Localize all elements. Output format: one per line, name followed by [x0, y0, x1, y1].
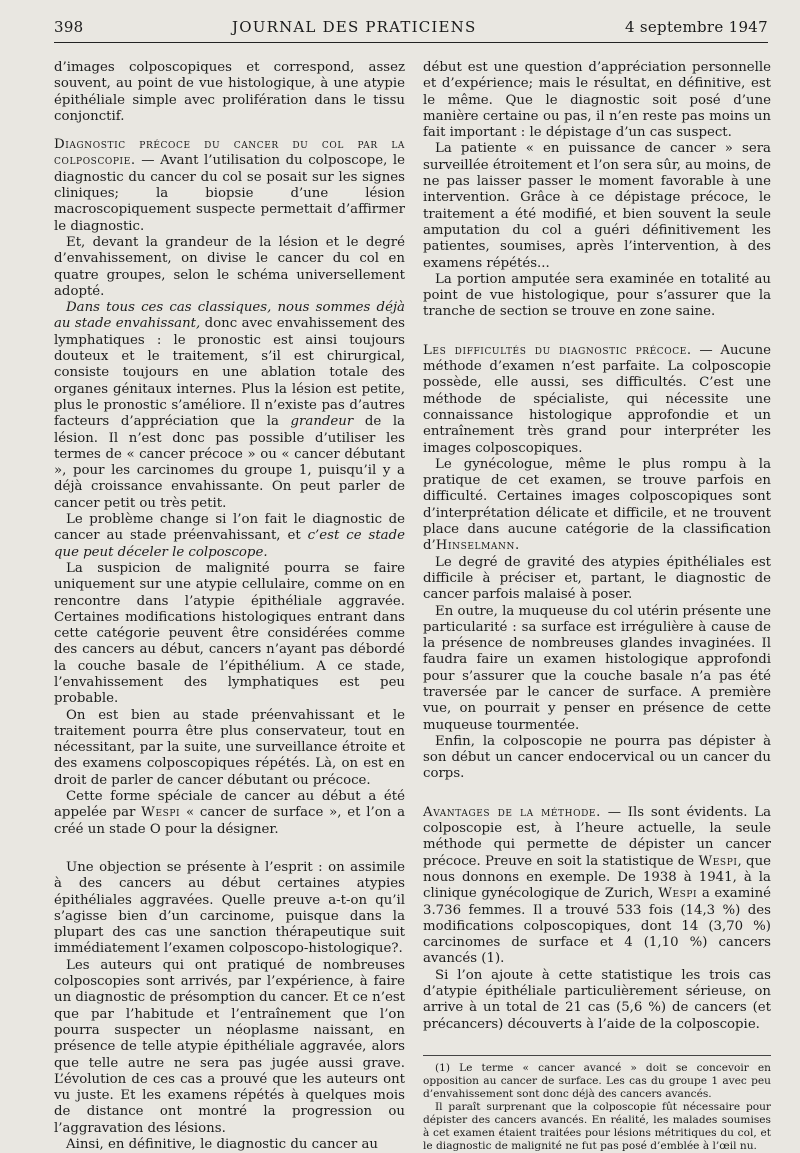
paragraph: La portion amputée sera examinée en totalité au point de vue histologique, pour s’assurer que la tranche de section se trouve en zone saine.	[423, 271, 771, 320]
issue-date: 4 septembre 1947	[624, 18, 768, 36]
paragraph: Les auteurs qui ont pratiqué de nombreuses colposcopies sont arrivés, par l’expérience, à faire un diagnostic de présomption du cancer. Et ce n’est que par l’habitude et l’entraînement que l’on pourra suspecter un néoplasme naissant, en présence de telle atypie épithéliale aggravée, alors que telle autre ne sera pas jugée aussi grave. L’évolution de ces cas a prouvé que les auteurs ont vu juste. Et les examens répétés à quelques mois de distance ont montré la progression ou l’aggravation des lésions.	[54, 957, 405, 1136]
paragraph: La suspicion de malignité pourra se faire uniquement sur une atypie cellulaire, comme on en rencontre dans l’atypie épithéliale aggravée. Certaines modifications histologiques entrant dans cette catégorie peuvent être considérées comme des cancers au début, cancers n’ayant pas débordé la couche basale de l’épithélium. A ce stade, l’envahissement des lymphatiques est peu probable.	[54, 560, 405, 707]
footnote: Il paraît surprenant que la colposcopie fût nécessaire pour dépister des cancers avancés. En réalité, les malades soumises à cet examen étaient traitées pour lésions métritiques du col, et le diagnostic de malignité ne fut pas posé d’emblée à l’œil nu.	[423, 1100, 771, 1152]
italic-text: grandeur	[290, 414, 354, 430]
author-name: Wespi	[141, 805, 181, 821]
paragraph: début est une question d’appréciation personnelle et d’expérience; mais le résultat, en définitive, est le même. Que le diagnostic soit posé d’une manière certaine ou pas, il n’en reste pas moins un fait important : le dépistage d’un cas suspect.	[423, 60, 771, 141]
paragraph	[54, 789, 405, 838]
paragraph: On est bien au stade préenvahissant et le traitement pourra être plus conservateur, tout en nécessitant, par la suite, une surveillance étroite et des examens colposcopiques répétés. Là, on est en droit de parler de cancer débutant ou précoce.	[54, 707, 405, 788]
paragraph	[54, 512, 405, 561]
section-text: , que nous donnons en exemple. De 1938 à 1941, à la clinique gynécologique de Zurich,	[423, 853, 771, 902]
header-rule	[54, 42, 768, 43]
paragraph	[54, 300, 405, 512]
paragraph: Une objection se présente à l’esprit : on assimile à des cancers au début certaines atypies épithéliales aggravées. Quelle preuve a-t-on qu’il s’agisse bien d’un carcinome, puisque dans la plupart des cas une sanction thérapeutique suit immédiatement l’examen colposcopo-histologique?.	[54, 859, 405, 957]
footnote: (1) Le terme « cancer avancé » doit se concevoir en opposition au cancer de surface. Les cas du groupe 1 avec peu d’envahissement sont donc déjà des cancers avancés.	[423, 1061, 771, 1100]
section-heading: Avantages de la méthode.	[423, 804, 601, 820]
italic-text: c’est ce stade que peut déceler le colposcope.	[54, 528, 405, 560]
author-name: Wespi	[698, 853, 738, 869]
paragraph: Et, devant la grandeur de la lésion et le degré d’envahissement, on divise le cancer du col en quatre groupes, selon le schéma universellement adopté.	[54, 234, 405, 299]
page-number: 398	[54, 18, 84, 36]
paragraph: Enfin, la colposcopie ne pourra pas dépister à son début un cancer endocervical ou un cancer du corps.	[423, 733, 771, 782]
section-text: — Avant l’utilisation du colposcope, le diagnostic du cancer du col se posait sur les signes cliniques; la biopsie d’une lésion macroscopiquement suspecte permettait d’affirmer le diagnostic.	[54, 153, 405, 234]
paragraph: Si l’on ajoute à cette statistique les trois cas d’atypie épithéliale particulièrement sérieuse, on arrive à un total de 21 cas (5,6 %) de cancers (et précancers) découverts à l’aide de la colposcopie.	[423, 967, 771, 1032]
paragraph-text: Le gynécologue, même le plus rompu à la pratique de cet examen, se trouve parfois en difficulté. Certaines images colposcopiques sont d’interprétation délicate et difficile, et ne trouvent place dans aucune catégorie de la classification d’	[423, 456, 771, 554]
section-heading: Les difficultés du diagnostic précoce.	[423, 342, 692, 358]
right-column	[423, 60, 771, 1153]
paragraph: Le degré de gravité des atypies épithéliales est difficile à préciser et, partant, le diagnostic de cancer parfois malaisé à poser.	[423, 554, 771, 603]
section-text: a examiné 3.736 femmes. Il a trouvé 533 fois (14,3 %) des modifications colposcopiques, dont 14 (3,70 %) carcinomes de surface et 4 (1,10 %) cancers avancés (1).	[423, 886, 771, 967]
paragraph	[423, 457, 771, 555]
paragraph: d’images colposcopiques et correspond, assez souvent, au point de vue histologique, à une atypie épithéliale simple avec prolifération dans le tissu conjonctif.	[54, 60, 405, 124]
paragraph-text: « cancer de surface », et l’on a créé un stade O pour la désigner.	[54, 805, 405, 837]
section-difficultes	[423, 343, 771, 457]
author-name: Wespi	[658, 886, 698, 902]
paragraph: En outre, la muqueuse du col utérin présente une particularité : sa surface est irrégulière à cause de la présence de nombreuses glandes invaginées. Il faudra faire un examen histologique approfondi pour s’assurer que la couche basale n’a pas été traversée par le cancer de surface. A première vue, on pourrait y penser en présence de cette muqueuse tourmentée.	[423, 603, 771, 733]
journal-title: JOURNAL DES PRATICIENS	[232, 18, 477, 36]
paragraph: Ainsi, en définitive, le diagnostic du cancer au	[66, 1137, 378, 1152]
paragraph-text: .	[514, 538, 520, 554]
section-diagnostic-precoce	[54, 137, 405, 235]
running-header	[54, 18, 768, 40]
author-name: Hinselmann	[435, 538, 515, 554]
italic-text: Dans tous ces cas classiques, nous sommes déjà au stade envahissant,	[54, 300, 405, 332]
section-heading: Diagnostic précoce du cancer du col par la colposcopie.	[54, 137, 405, 169]
section-text: — Aucune méthode d’examen n’est parfaite. La colposcopie possède, elle aussi, ses difficultés. C’est une méthode de spécialiste, qui nécessite une connaissance histologique approfondie et un entraînement très grand pour interpréter les images colposcopiques.	[423, 342, 771, 456]
section-text: — Ils sont évidents. La colposcopie est, à l’heure actuelle, la seule méthode qui permette de dépister un cancer précoce. Preuve en soit la statistique de	[423, 804, 772, 869]
paragraph-text: donc avec envahissement des lymphatiques : le pronostic est ainsi toujours douteux et le traitement, s’il est chirurgical, consiste toujours en une ablation totale des organes génitaux internes. Plus la lésion est petite, plus le pronostic s’améliore. Il n’existe pas d’autres facteurs d’appréciation que la	[54, 316, 405, 430]
footnotes	[423, 1055, 771, 1153]
paragraph-text: Cette forme spéciale de cancer au début a été appelée par	[54, 789, 405, 821]
paragraph-text: de la lésion. Il n’est donc pas possible d’utiliser les termes de « cancer précoce » ou « cancer débutant », pour les carcinomes du groupe 1, puisqu’il y a déjà croissance envahissante. On peut parler de cancer petit ou très petit.	[54, 414, 406, 511]
paragraph-text: Le problème change si l’on fait le diagnostic de cancer au stade préenvahissant, et	[54, 512, 405, 544]
paragraph: La patiente « en puissance de cancer » sera surveillée étroitement et l’on sera sûr, au moins, de ne pas laisser passer le moment favorable à une intervention. Grâce à ce dépistage précoce, le traitement a été modifié, et bien souvent la seule amputation du col a guéri définitivement les patientes, soumises, après l’intervention, à des examens répétés...	[423, 141, 771, 271]
left-column	[54, 60, 405, 1153]
section-avantages	[423, 805, 771, 968]
